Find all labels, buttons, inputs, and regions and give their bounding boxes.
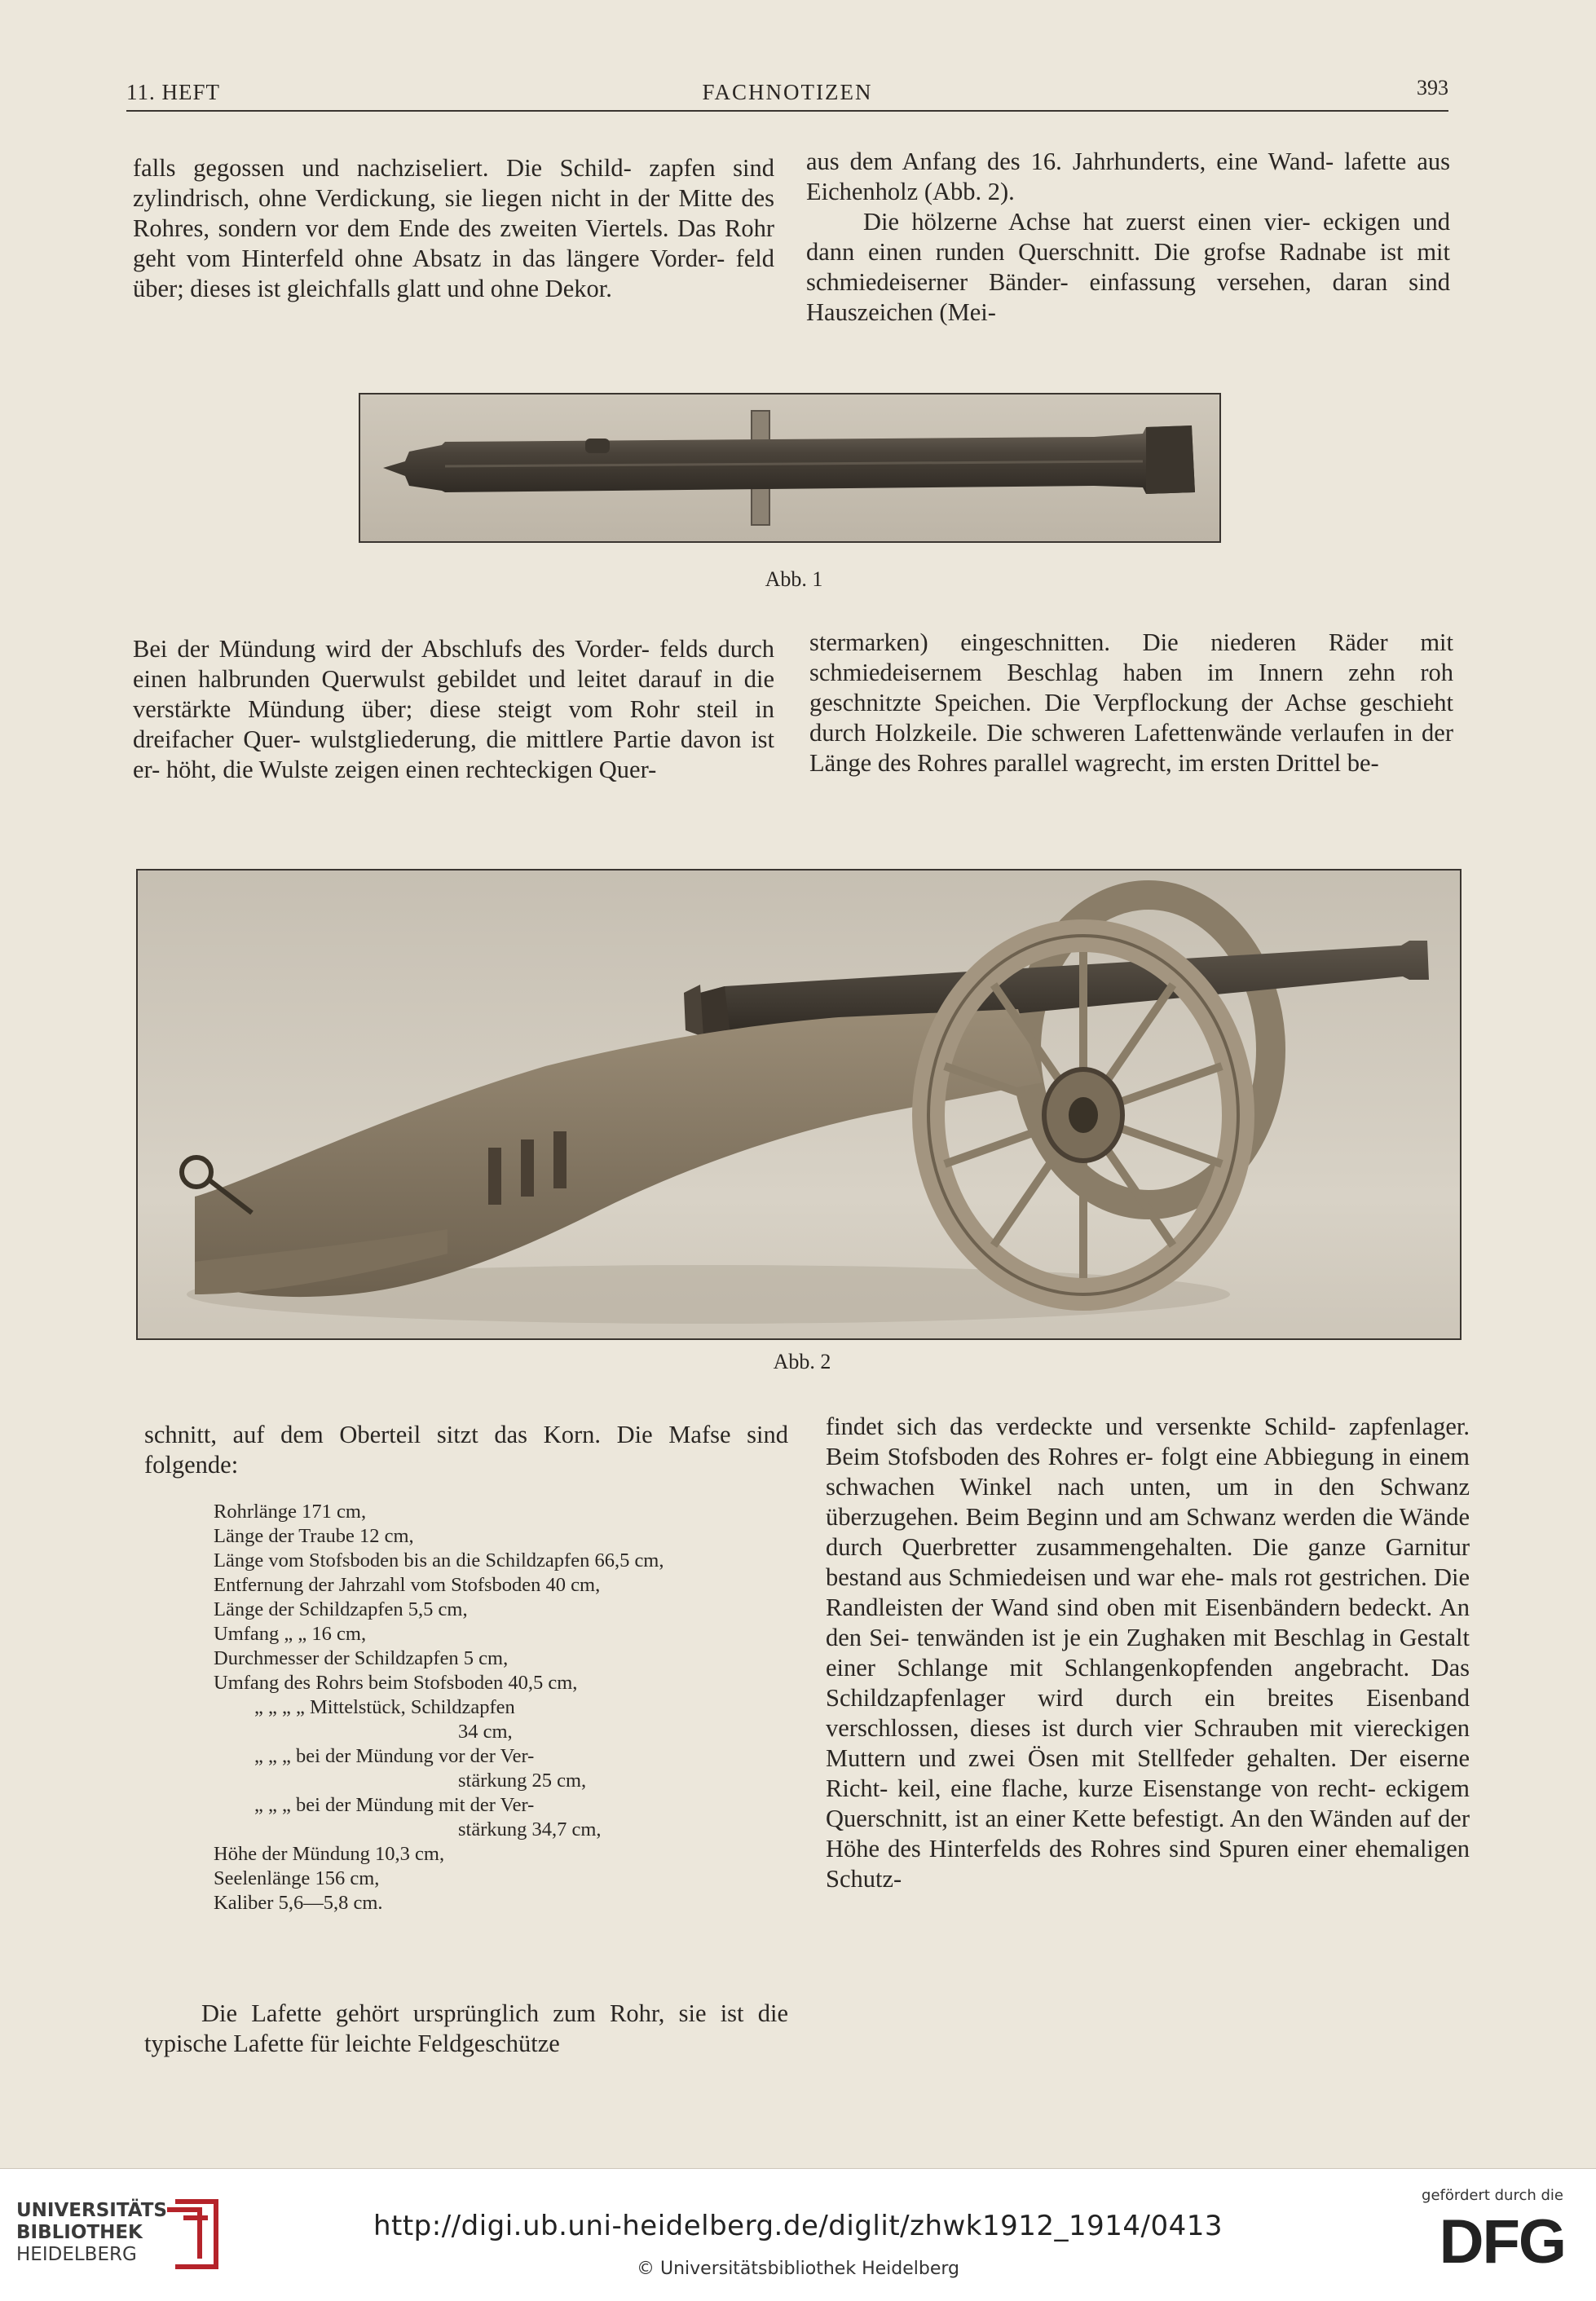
paragraph: falls gegossen und nachziseliert. Die Schild- zapfen sind zylindrisch, ohne Verdickung, sie liegen nicht in der Mitte des Rohres, sondern vor dem Ende des zweiten Viertels. Das Rohr geht vom Hinterfeld ohne Absatz in das längere Vorder- feld über; dieses ist gleichfalls glatt und ohne Dekor. — [133, 154, 774, 302]
cannon-barrel-image — [360, 395, 1219, 541]
measure-item: „ „ „ bei der Mündung mit der Ver- — [254, 1794, 535, 1816]
block3-right-column — [826, 1412, 1470, 2088]
paragraph: aus dem Anfang des 16. Jahrhunderts, eine Wand- lafette aus Eichenholz (Abb. 2). — [806, 148, 1450, 205]
measure-item: Durchmesser der Schildzapfen 5 cm, — [214, 1647, 509, 1669]
block1-right-column — [806, 147, 1450, 375]
measure-item: Entfernung der Jahrzahl vom Stofsboden 40 cm, — [214, 1574, 601, 1596]
block2-left-column — [133, 634, 774, 838]
block2-right-column — [809, 628, 1453, 840]
paragraph: Die hölzerne Achse hat zuerst einen vier- eckigen und dann einen runden Querschnitt. Die grofse Radnabe ist mit schmiedeiserner Bänder- einfassung versehen, daran sind Hauszeichen (Mei- — [806, 208, 1450, 326]
paragraph: Bei der Mündung wird der Abschlufs des Vorder- felds durch einen halbrunden Querwulst gebildet und leitet darauf in die verstärkte Mündung über; diese steigt vom Rohr steil in dreifacher Quer- wulstgliederung, die mittlere Partie davon ist er- höht, die Wulste zeigen einen rechteckigen Quer- — [133, 635, 774, 783]
dfg-logo: DFG — [1439, 2207, 1565, 2277]
measure-item: Höhe der Mündung 10,3 cm, — [214, 1843, 445, 1865]
running-header — [126, 77, 1448, 112]
page-number: 393 — [1417, 76, 1448, 99]
paragraph: Die Lafette gehört ursprünglich zum Rohr, sie ist die typische Lafette für leichte Feldgeschütze — [144, 1999, 788, 2057]
figure-1-photo — [359, 393, 1221, 543]
paragraph: findet sich das verdeckte und versenkte Schild- zapfenlager. Beim Stofsboden des Rohres er- folgt eine Abbiegung in einem schwachen Winkel nach unten, um in den Schwanz überzugehen. Beim Beginn und am Schwanz werden die Wände durch Querbretter zusammengehalten. Die ganze Garnitur bestand aus Schmiedeisen und war ehe- mals rot gestrichen. Die Randleisten der Wand sind oben mit Eisenbändern bedeckt. An den Sei- tenwänden ist je ein Zughaken mit Beschlag in Gestalt einer Schlange mit Schlangenkopfenden angebracht. Das Schildzapfenlager wird durch ein breites Eisenband verschlossen, dieses ist durch vier Schrauben mit viereckigen Muttern und zwei Ösen mit Stellfeder gehalten. Der eiserne Richt- keil, eine flache, kurze Eisenstange von recht- eckigem Querschnitt, ist an einer Kette befestigt. An den Wänden auf der Höhe des Hinterfelds des Rohres sind Spuren einer ehemaligen Schutz- — [826, 1413, 1470, 1893]
block1-left-column — [133, 153, 774, 365]
paragraph: stermarken) eingeschnitten. Die niederen Räder mit schmiedeisernem Beschlag haben im Innern zehn roh geschnitzte Speichen. Die Verpflockung der Achse geschieht durch Holzkeile. Die schweren Lafettenwände verlaufen in der Länge des Rohres parallel wagrecht, im ersten Drittel be- — [809, 628, 1453, 777]
funded-by-label: gefördert durch die — [1422, 2187, 1563, 2204]
figure-2-caption: Abb. 2 — [773, 1350, 831, 1373]
figure-2-photo — [136, 869, 1462, 1340]
paragraph: schnitt, auf dem Oberteil sitzt das Korn. Die Mafse sind folgende: — [144, 1421, 788, 1479]
measure-item: „ „ „ bei der Mündung vor der Ver- — [254, 1745, 535, 1767]
figure-1-caption: Abb. 1 — [765, 567, 823, 591]
block3-left-outro — [144, 1999, 788, 2072]
measure-item: Länge der Traube 12 cm, — [214, 1525, 414, 1547]
measure-item: 34 cm, — [458, 1721, 513, 1743]
measure-item: Seelenlänge 156 cm, — [214, 1867, 380, 1889]
library-name: UNIVERSITÄTS- BIBLIOTHEK HEIDELBERG — [16, 2200, 175, 2265]
measure-item: „ „ „ „ Mittelstück, Schildzapfen — [254, 1696, 515, 1718]
measure-item: Rohrlänge 171 cm, — [214, 1501, 367, 1523]
measure-item: stärkung 25 cm, — [458, 1770, 587, 1792]
cannon-on-carriage-image — [138, 871, 1460, 1338]
block3-left-intro — [144, 1420, 788, 1485]
source-url-link[interactable]: http://digi.ub.uni-heidelberg.de/diglit/zhwk1912_1914/0413 — [373, 2210, 1223, 2242]
copyright-notice: © Universitätsbibliothek Heidelberg — [636, 2259, 959, 2279]
measurements-list — [214, 1500, 800, 1915]
measure-item: Umfang des Rohrs beim Stofsboden 40,5 cm, — [214, 1672, 578, 1694]
measure-item: Umfang „ „ 16 cm, — [214, 1623, 367, 1645]
measure-item: Länge der Schildzapfen 5,5 cm, — [214, 1598, 468, 1620]
measure-item: Länge vom Stofsboden bis an die Schildzapfen 66,5 cm, — [214, 1549, 664, 1571]
measure-item: stärkung 34,7 cm, — [458, 1818, 602, 1840]
footer-bar — [0, 2168, 1596, 2301]
section-title: FACHNOTIZEN — [702, 80, 873, 104]
issue-label: 11. HEFT — [126, 80, 220, 104]
measure-item: Kaliber 5,6—5,8 cm. — [214, 1892, 383, 1914]
